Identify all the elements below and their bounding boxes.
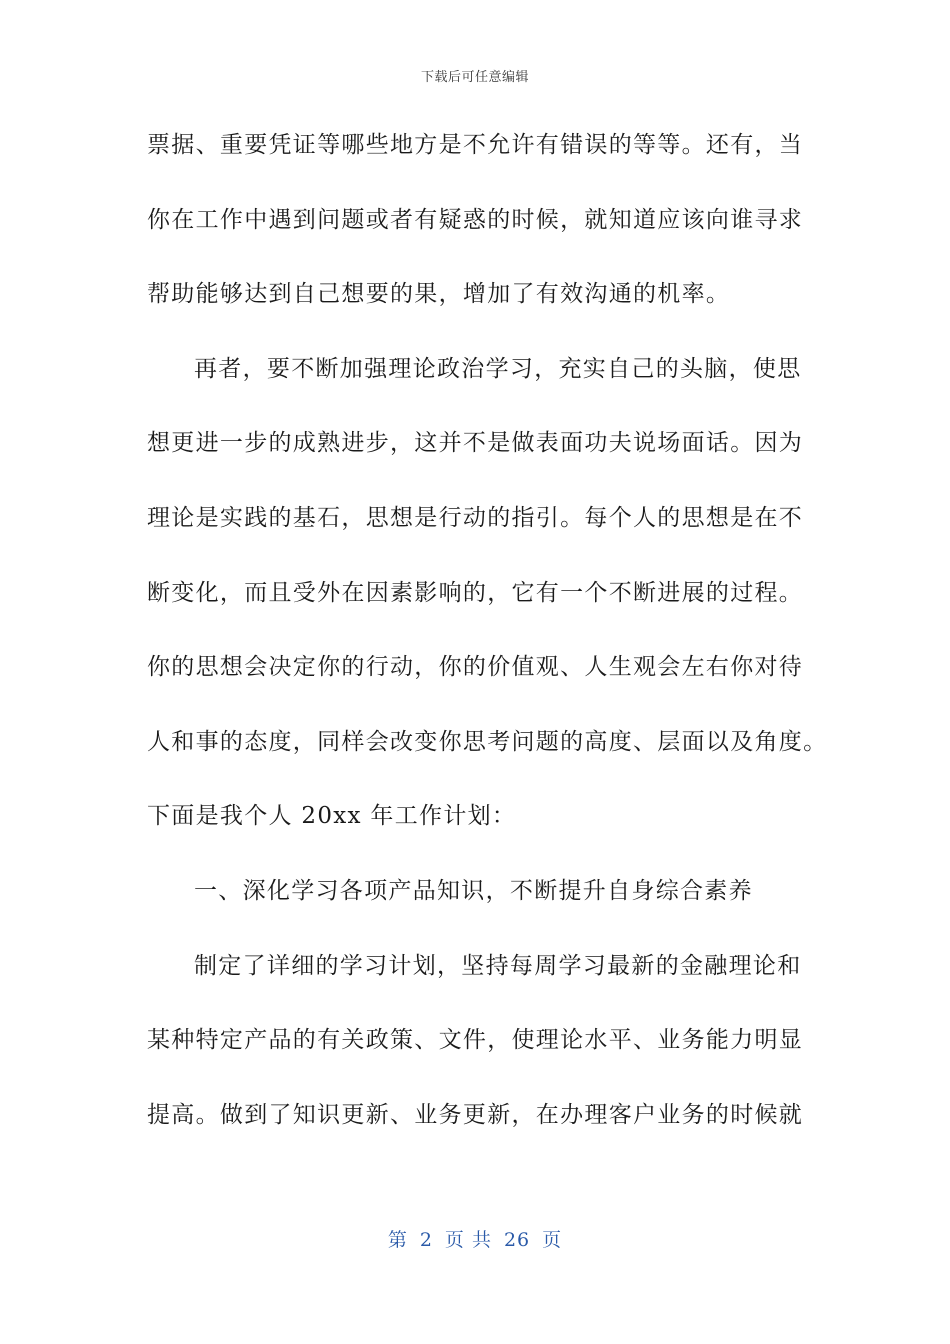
body-line: 票据、重要凭证等哪些地方是不允许有错误的等等。还有，当: [147, 132, 804, 158]
body-line: 理论是实践的基石，思想是行动的指引。每个人的思想是在不: [147, 504, 804, 531]
page-number-current: 2: [419, 1229, 433, 1251]
body-line: 制定了详细的学习计划，坚持每周学习最新的金融理论和: [194, 952, 802, 979]
body-line: 你在工作中遇到问题或者有疑惑的时候，就知道应该向谁寻求: [147, 206, 804, 233]
body-line: 再者，要不断加强理论政治学习，充实自己的头脑，使思: [194, 355, 802, 382]
body-line: 下面是我个人 20xx 年工作计划：: [147, 803, 517, 830]
body-line: 某种特定产品的有关政策、文件，使理论水平、业务能力明显: [147, 1027, 804, 1054]
body-line: 人和事的态度，同样会改变你思考问题的高度、层面以及角度。: [147, 728, 828, 755]
body-line: 你的思想会决定你的行动，你的价值观、人生观会左右你对待: [147, 654, 804, 681]
body-line: 帮助能够达到自己想要的果，增加了有效沟通的机率。: [147, 281, 731, 308]
body-line: 提高。做到了知识更新、业务更新，在办理客户业务的时候就: [147, 1101, 804, 1128]
page-header: 下载后可任意编辑: [420, 70, 529, 85]
body-line: 想更进一步的成熟进步，这并不是做表面功夫说场面话。因为: [147, 430, 804, 457]
body-line: 断变化，而且受外在因素影响的，它有一个不断进展的过程。: [147, 579, 804, 606]
footer-prefix: 第: [387, 1229, 408, 1251]
page-number-total: 26: [503, 1229, 531, 1251]
document-body: [147, 122, 828, 1166]
footer-middle: 页 共: [444, 1229, 492, 1251]
page-footer: [0, 1225, 950, 1252]
footer-suffix: 页: [542, 1229, 563, 1251]
section-heading: 一、深化学习各项产品知识，不断提升自身综合素养: [194, 877, 753, 904]
